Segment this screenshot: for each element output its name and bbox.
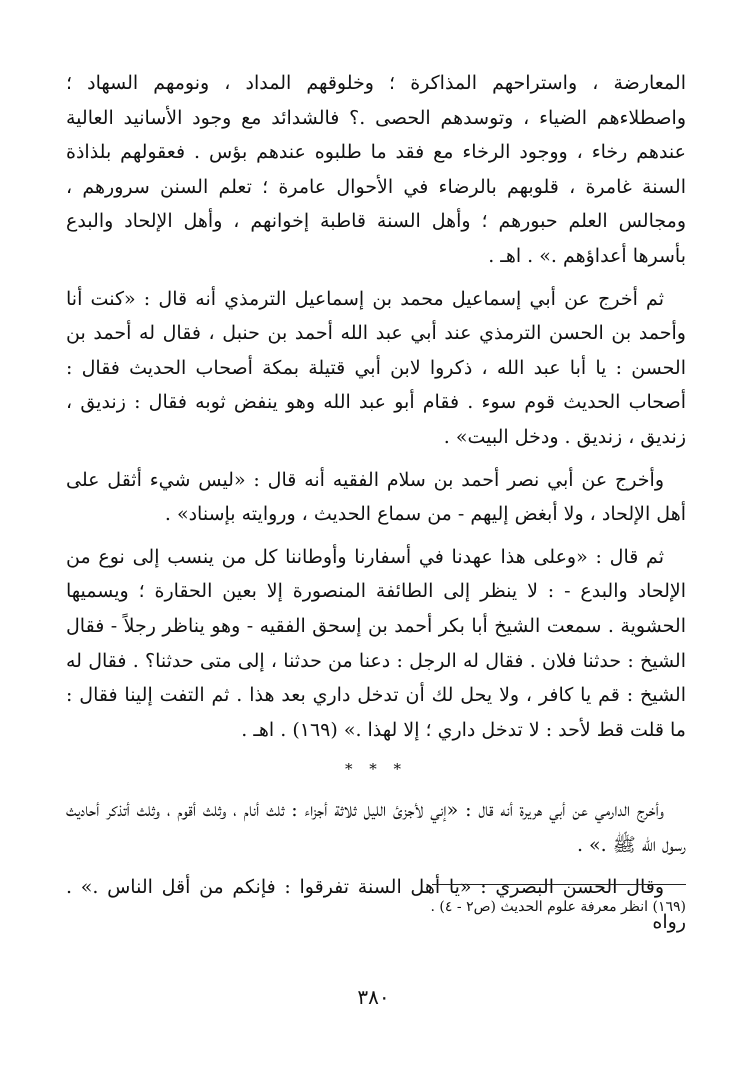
text-line: أنام ، وثلث أقوم ، وثلث أتذكر أحاديث رسول الله ﷺ .» . bbox=[66, 799, 686, 856]
paragraph bbox=[66, 66, 686, 274]
text-line: قط لأحد : لا تدخل داري ؛ إلا لهذا .» (١٦٩) . اهـ . bbox=[241, 718, 624, 741]
main-text bbox=[66, 66, 686, 948]
text-line: وأخرج الدارمي عن أبي هريرة أنه قال : «إني لأجزئ الليل ثلاثة أجزاء : ثلث bbox=[266, 799, 664, 822]
text-line: وأهل السنة قاطبة إخوانهم ، وأهل الإلحاد والبدع بأسرها أعداؤهم .» . اهـ . bbox=[66, 210, 686, 267]
text-line: المعارضة ، واستراحهم المذاكرة ؛ وخلوقهم المداد ، ونومهم السهاد ؛ واصطلاءهم bbox=[66, 72, 686, 129]
paragraph bbox=[66, 793, 686, 862]
section-separator: * * * bbox=[344, 760, 408, 779]
paragraph bbox=[66, 282, 686, 455]
text-line: ووجود الرخاء مع فقد ما طلبوه عندهم بؤس . فعقولهم بلذاذة السنة غامرة ، bbox=[66, 141, 686, 198]
text-line: قلوبهم بالرضاء في الأحوال عامرة ؛ تعلم السنن سرورهم ، ومجالس العلم حبورهم ؛ bbox=[66, 175, 687, 233]
text-line: البيت» . bbox=[443, 425, 509, 448]
text-line: وأخرج عن أبي نصر أحمد بن سلام الفقيه أنه قال : «ليس شيء أثقل على bbox=[66, 468, 664, 491]
text-line: حدثنا فلان . فقال له الرجل : دعنا من حدثنا ، إلى متى حدثنا؟ . فقال له الشيخ : bbox=[66, 649, 686, 707]
paragraph bbox=[66, 540, 686, 748]
page-number: ٣٨٠ bbox=[357, 985, 390, 1009]
text-line: والبدع - : لا ينظر إلى الطائفة المنصورة إلا بعين الحقارة ؛ ويسميها الحشوية . bbox=[66, 580, 686, 637]
text-line: أهل الإلحاد ، ولا أبغض إليهم - من سماع الحديث ، وروايته بإسناد» . bbox=[164, 503, 686, 526]
footnote: (١٦٩) انظر معرفة علوم الحديث (ص٢ - ٤) . bbox=[430, 899, 686, 915]
text-line: قوم سوء . فقام أبو عبد الله وهو ينفض ثوبه فقال : زنديق ، زنديق ، زنديق . ودخل bbox=[66, 391, 686, 448]
text-line: يا أبا عبد الله ، ذكروا لابن أبي قتيلة بمكة أصحاب الحديث فقال : أصحاب الحديث bbox=[66, 356, 686, 414]
text-line: ثم أخرج عن أبي إسماعيل محمد بن إسماعيل الترمذي أنه قال : «كنت أنا وأحمد bbox=[66, 287, 686, 345]
text-line: بن الحسن الترمذي عند أبي عبد الله أحمد بن حنبل ، فقال له أحمد بن الحسن : bbox=[66, 322, 687, 379]
text-line: سمعت الشيخ أبا بكر أحمد بن إسحق الفقيه - وهو يناظر رجلاً - فقال الشيخ : bbox=[66, 614, 686, 672]
text-line: وقال الحسن البصري : «يا أهل السنة تفرقوا : فإنكم من أقل الناس .» . رواه bbox=[66, 876, 686, 934]
footnote-divider bbox=[432, 884, 686, 885]
paragraphs-before-separator bbox=[66, 66, 686, 747]
paragraph bbox=[66, 463, 686, 532]
text-line: ثم قال : «وعلى هذا عهدنا في أسفارنا وأوطاننا كل من ينسب إلى نوع من الإلحاد bbox=[66, 545, 686, 603]
text-line: قم يا كافر ، ولا يحل لك أن تدخل داري بعد هذا . ثم التفت إلينا فقال : ما قلت bbox=[66, 684, 686, 741]
text-line: الضياء ، وتوسدهم الحصى .؟ فالشدائد مع وجود الأسانيد العالية عندهم رخاء ، bbox=[66, 106, 686, 164]
